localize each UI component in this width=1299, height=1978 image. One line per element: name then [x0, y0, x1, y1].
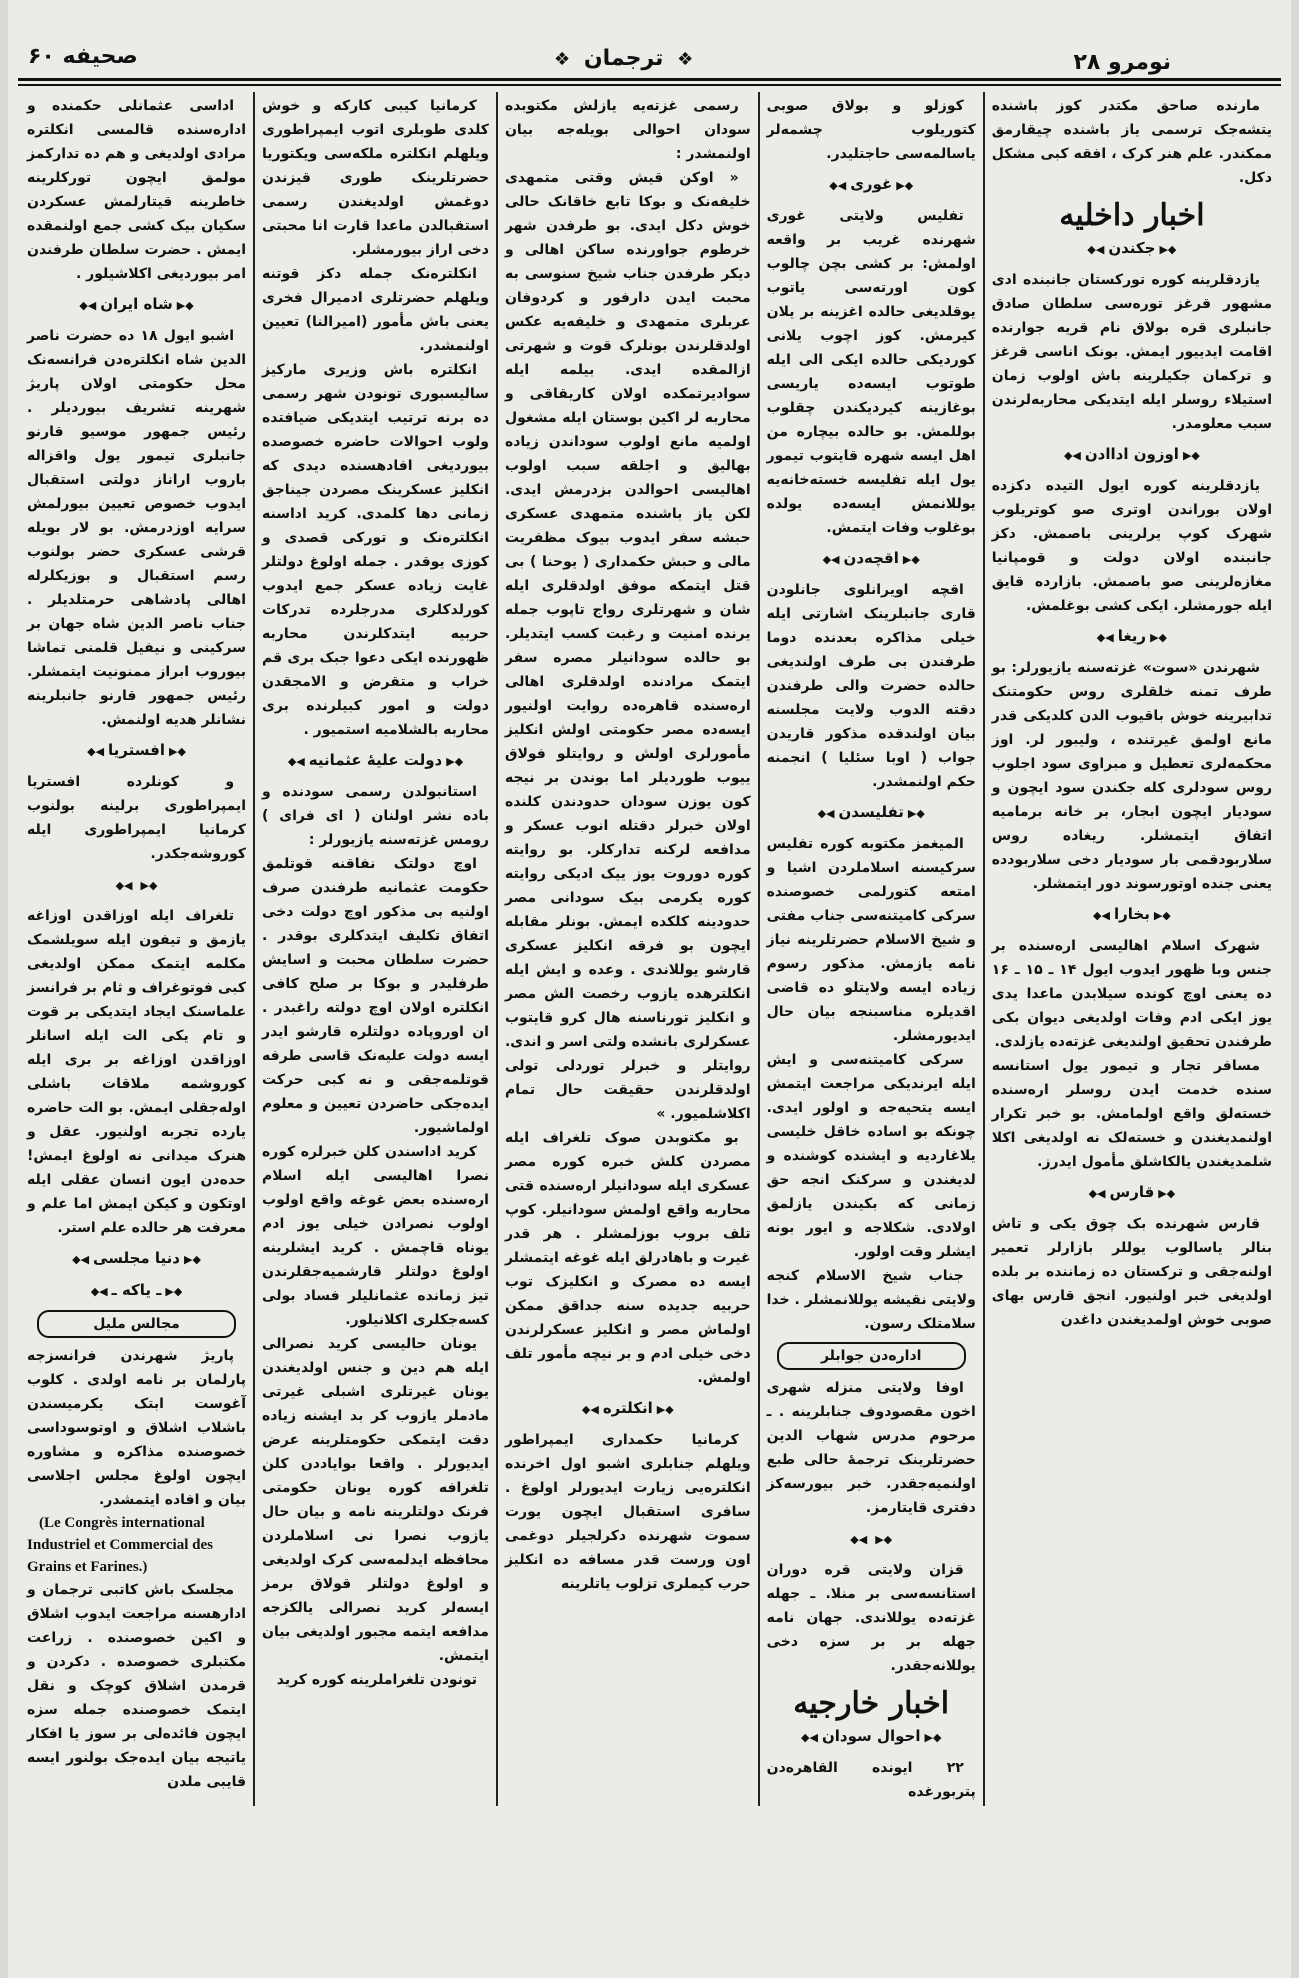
paragraph: کرید اداسندن کلن خبرلره کوره نصرا اهالیسی ایله اسلام اره‌سنده بعض غوغه واقع اولوب اولوب نصرادن خیلی یوز ادم یوناه قاچمش . کرید ایشلرینه اولوغ دولتلر قارشمیه‌جقلرندن تیز زمانده عثمانلیلر فساد بولی کسه‌جکلری اکلانیلور.: [262, 1144, 489, 1328]
paragraph: یازدقلرینه کوره ایول التیده دکزده اولان بوراندن اوتری صو کوتریلوب شهرک کوپ یرلرینی باصمش. دکز جانبنده اولان دولت و قومپانیا مغازه‌لرینی صو باصمش. بازارده قایق ایله جورمشلر. ایکی کشی بوغلمش.: [991, 478, 1272, 614]
ornament-icon: ◀◆: [287, 755, 305, 768]
ornament-icon: ◀◆: [79, 299, 97, 312]
section-heading: اخبار خارجیه: [793, 1686, 950, 1721]
paragraph: اداسی عثمانلی حکمنده و اداره‌سنده قالمسی انکلتره مرادی اولدیغی و هم ده تدارکمز مولمق ایچون تورکلرینه خاطرینه قیتارلمش عسکردن سکیان بیک کشی جمع اولنمقده ایمش . حضرت سلطان طرفندن امر بیوردیغی اکلاشیلور .: [27, 98, 247, 282]
ornament-icon: ◆▶: [1158, 1187, 1176, 1200]
paragraph: تفلیس ولایتی غوری شهرنده غریب بر واقعه اولمش: بر کشی بچن چالوب کون اورته‌سی یاتوب یوقلدیغی حالده اغزینه بر یلان کیرمش. کوز اچوب یلانی کوردیکی حالده ایکی الی ایله طوتوب ایسه‌ده یاریسی بوغازینه کیردیکندن چقلوب بوللمش. بو حالده بیچاره من اهل ایسه شهره قایتوب تیمور یول ایله تفلیسه خسته‌خانه‌یه یوللانمش ایسه‌ده یولده بوغلوب وفات ایتمش.: [766, 208, 976, 536]
heading-text: ریغا: [1117, 627, 1147, 645]
ornament-icon: ◀◆: [90, 1285, 108, 1298]
paragraph: کرمانیا کیبی کارکه و خوش کلدی طوبلری اتوب ایمپراطوری ویلهلم انکلتره ملکه‌سی ویکتوریا حضرتلرینک طوری قیزندن دوغمش اولدیغندن رسمی استقبالدن ماعدا قارت انا محبتی دخی اراز بیورمشلر.: [262, 98, 489, 258]
paragraph: قزان ولایتی قره دوران استانسه‌سی بر منلا. ـ جهله غزته‌ده یوللاندی. جهان نامه جهله بر بر سزه دخی یوللانه‌جقدر.: [766, 1562, 976, 1674]
paragraph: و کونلرده افستریا ایمپراطوری برلینه بولنوب کرمانیا ایمپراطوری ایله کوروشه‌جکدر.: [27, 774, 247, 862]
paragraph: قارس شهرنده بک چوق یکی و تاش بنالر یاسالوب یوللر بازارلر تعمیر اولنه‌جقی و ترکستان ده‌ زماننده بر بلده اولدیغی خبر اولنیور. انجق قارس بهای صوبی خوش اولمدیغندن داغدن: [991, 1216, 1272, 1328]
paragraph: انکلتره باش وزیری مارکیز سالیسبوری تونودن شهر رسمی ده برنه ترتیب ایتدیکی ضیافتده ولوب احوالات حاضره خصوصده بیوردیغی افادهسنده دیدی که انکلیز عسکرینک مصردن جیناجق زمانی دها کلمدی. کرید اداسنه انکلتره‌نک و تورکی قصدی و کوزی یوقدر . جمله اولوغ دولتلر غایت زیاده عسکر جمع ایدوب کورلدکلری مدرجلرده تدرکات حربیه ایتدکلرندن محاربه ظهورنده ایکی دعوا جبک بری قم خراب و متقرض و الامجقدن دولت و امور کبیلرنده بری محاربه بالشلامیه استمیور .: [262, 362, 489, 738]
column-2: [758, 92, 983, 1806]
ornament-icon: ◆▶: [902, 553, 920, 566]
heading-text: ـ یاکه ـ: [111, 1281, 162, 1299]
article-heading: [767, 172, 976, 198]
paragraph: اوفا ولایتی منزله شهری اخون مقصودوف جنابلرینه . ـ مرحوم مدرس شهاب الدین حضرتلرینک ترجمهٔ حالی طبع اولنمیه‌جقدر. خبر بیورسه‌کز دفتری قایتارمز.: [766, 1380, 976, 1516]
heading-text: بخارا: [1113, 905, 1150, 923]
ornament-icon: ◀◆: [850, 1533, 868, 1546]
ornament-icon: ◆▶: [1150, 631, 1167, 644]
heading-text: اوزون اداادن: [1084, 445, 1179, 463]
article-heading: [27, 872, 246, 898]
ornament-icon: ◀◆: [115, 879, 133, 892]
paragraph: انکلتره‌نک جمله دکز قوتنه ویلهلم حضرتلری ادمیرال فخری یعنی باش مأمور (امیرالنا) تعیین اولنمشدر.: [262, 266, 489, 354]
heading-text: تفلیسدن: [838, 803, 904, 821]
ornament-icon: ◆▶: [446, 755, 464, 768]
article-heading: [27, 738, 246, 764]
latin-text: (Le Congrès international Industriel et Commercial des Grains et Farines.): [27, 1515, 213, 1575]
paragraph: ۲۲ ایونده القاهره‌دن پتربورغده: [766, 1760, 976, 1800]
ornament-icon: ◀◆: [801, 1731, 818, 1744]
column-1: [983, 92, 1279, 1806]
heading-text: جکندن: [1108, 239, 1156, 257]
article-heading: [505, 1396, 751, 1422]
paragraph: رسمی غزته‌یه یازلش مکتوبده سودان احوالی بویله‌جه بیان اولنمشدر :: [504, 98, 751, 162]
paragraph: اشبو ایول ۱۸ ده حضرت ناصر الدین شاه انکلتره‌دن فرانسه‌نک محل حکومتی اولان پاریژ شهرینه تشریف بیوردیلر . رئیس جمهور موسیو قارنو جانبلری تیمور یول واقزاله باروب اراناز دولتی استقبال ایدوب خصوص تعیین بیورلمش سرایه اوزدرمش. بو لار بویله قرشی عسکری حضر بولنوب رسم استقبال و بوزیکلرله اهالی پادشاهی حرمتلدیلر . جناب ناصر الدین شاه جهان بر سرکینی و نیفیل قلمنی تماشا بیوروب ابراز ممنونیت ایتمشلر. رئیس جمهور قارنو جانبلرینه نشانلر هدیه اولنمش.: [27, 328, 247, 728]
paragraph: مجلسک باش کاتبی ترجمان و ادارهسنه مراجعت ایدوب اشلاق و اکین خصوصنده . زراعت مکتبلری خصوصده . دکردن و قرمدن اشلاق کوچک و نقل ایتمک خصوصنده جمله سزه ایچون فائده‌لی بر سوز یا افکار یاتیجه بیان ایده‌جک بولنور ایسه قایبی ملدن: [27, 1582, 247, 1790]
header-rule: [18, 78, 1281, 81]
section-heading: اخبار داخلیه: [1059, 198, 1205, 233]
column-4: [253, 92, 496, 1806]
paragraph: سرکی کامیتنه‌سی و ایش ایله ایرندیکی مراجعت ایتمش ایسه یتحیه‌جه و اولور ایدی. چونکه بو اساده خاقل خلیسی یلاغاردیه و ایشنده کوشنده و لدیغندن و سرکنک انجه حق زمانی که بکیندن یازلمق اولادی. شکلاجه و ایور بونه ایشلر وقت اولور.: [766, 1052, 976, 1260]
ornament-icon: ◀◆: [1087, 243, 1105, 256]
ornament-icon: ◆▶: [176, 299, 194, 312]
paragraph: مارنده صاحق مکتدر کوز باشنده یتشه‌جک ترسمی یاز باشنده چیقارمق ممکندر. علم هنر کرک ، افقه کبی مشکل دکل.: [991, 98, 1272, 186]
ornament-icon: ❖: [554, 49, 571, 70]
boxed-heading: اداره‌دن جوابلر: [777, 1342, 966, 1370]
ornament-icon: ◆▶: [875, 1533, 893, 1546]
ornament-icon: ◆▶: [907, 807, 925, 820]
article-heading: [992, 1180, 1272, 1206]
heading-text: اقچه‌دن: [843, 549, 899, 567]
ornament-icon: ◀◆: [1096, 631, 1114, 644]
ornament-icon: ◆▶: [184, 1253, 201, 1266]
ornament-icon: ◆▶: [1159, 243, 1177, 256]
newspaper-title: ترجمان: [583, 46, 664, 71]
ornament-icon: ◀◆: [87, 745, 105, 758]
ornament-icon: ◆▶: [1182, 449, 1200, 462]
issue-number: نومرو ۲۸: [1073, 50, 1171, 75]
page-number: صحیفه ۶۰: [28, 44, 138, 69]
ornament-icon: ◆▶: [896, 179, 914, 192]
heading-text: افستریا: [108, 741, 165, 759]
paragraph: اقچه اویرانلوی جانلودن قاری جانبلرینک اشارتی ایله خیلی مذاکره بعدنده دوما طرفندن بی طرف اولندیغی حالده حضرت والی طرفندن دقته الدوب ولایت مجلسنه بیان اولندقده مذکور قاریدن جواب ( اوبا سئلیا ) انجمنه حکم اولنمشدر.: [766, 582, 976, 790]
column-3: [496, 92, 758, 1806]
ornament-icon: ◆▶: [1153, 909, 1171, 922]
article-heading: [27, 1278, 246, 1304]
paragraph: پاریژ شهرندن فرانسزجه پارلمان بر نامه اولدی . کلوب آغوست ابتک یکرمیسندن باشلاب اشلاق و اوتوسوداسی خصوصنده مذاکره و مشاوره ایچون اولوغ مجلس اجلاسی بیان و افاده ایتمشدر.: [27, 1348, 247, 1508]
ornament-icon: ❖: [677, 49, 694, 70]
article-heading: [992, 902, 1272, 928]
heading-text: دنیا مجلسی: [93, 1249, 180, 1267]
ornament-icon: ◀◆: [72, 1253, 90, 1266]
paragraph: تلغراف ایله اوزاقدن اوزاغه یازمق و تیفون ایله سویلشمک مکلمه ایتمک ممکن اولدیغی کبی فوتوغراف و ثام بر فرانسز علماسنک ایجاد ایتدیکی بر قوت و تام یکی الت ایله اسانلر اوزاقدن اوزاغه بر بری ایله کوروشمه ملاقات باشلی اوله‌جقلی ایمش. بو الت حاضره یارده تجربه اولنیور. عقل و هنرک میدانی نه اولوغ ایمش! حده‌دن ایون انسان عقلی ایله اوتکون و کیکن ایمش اما علم و معرفت هر حالده علم استر.: [27, 908, 247, 1236]
masthead: [548, 46, 699, 71]
heading-text: دولت علیهٔ عثمانیه: [308, 751, 443, 769]
article-heading: [767, 546, 976, 572]
paragraph: شهرندن «سوت» غزته‌سنه یازیورلر: بو طرف تمنه خلقلری روس حکومتنک تدابیرینه خوش باقیوب الدن کلدیکی قدر مانع اولمق غیرتنده ، ولیبور لر. اوز محکمه‌لری تعطیل و مبراوی سود اجلوب روس سودلری کله جکندن سود ایچون و سودیار ایچون ابجار، بر خانه برمامیه اتفاق ایتمشلر. ریغاده روس سلاربودقمی بار سودیار دخی سلاربودده یعنی جنده اوتورسوند دور ایتمشلر.: [991, 660, 1272, 892]
article-heading: [992, 442, 1272, 468]
article-heading: [767, 1526, 976, 1552]
ornament-icon: ◀◆: [829, 179, 847, 192]
paragraph: کرمانیا حکمداری ایمپراطور ویلهلم جنابلری اشبو اول اخرنده انکلتره‌یی زیارت ایدیورلر اولوغ . سافری استقبال ایچون یورت سموت شهرنده دکرلجیلر دوغمی اون ورست قدر مسافه ده انکلیز حرب کیملری تزلوب یاتلرینه: [504, 1432, 751, 1592]
paragraph: جناب شیخ الاسلام کنجه ولایتی نقیشه یوللانمشلر . خدا سلامتلک رسون.: [766, 1268, 976, 1332]
paragraph: شهرک اسلام اهالیسی اره‌سنده بر جنس وبا ظهور ایدوب ایول ۱۴ ـ ۱۵ ـ ۱۶ ده یعنی اوچ کونده سیلابدن ماعدا یدی یوز ایکی ادم وفات اولدیغی دیوان بکی طرفندن تحقیق اولندیغی غزته‌ده یازلدی.: [991, 938, 1272, 1050]
paragraph: یونان حالیسی کرید نصرالی ایله هم دین و جنس اولدیغندن یونان غیرتلری اشبلی غیرتی مادملر یازوب کر بد ایشنه زیاده دقت ایتمکی حکومتلرینه عرض ایدیورلر . واقعا بوایاددن کلن تلغرافه کوره یونان حکومتی فرنک دولتلرینه نامه و بیان حال یازوب نصرا نی اسلاملردن محافظه ایدلمه‌سی کرک اولدیغی و اولوغ دولتلر قولاق برمز ایسه‌لر کرید نصرالی یالکزجه مدافعه ایتمه مجبور اولدیغی بیان ایتمش.: [262, 1336, 489, 1664]
paragraph: یازدقلرینه کوره تورکستان جانبنده ادی مشهور قرغز توره‌سی سلطان صادق جانبلری قره بولاق نام قریه جوارنده اقامت ایدییور ایمش. بونک اناسی قرغز و ترکمان جکیلرینه باش اولوب زمان استیلاء روسلر ایله ایتدیکی محاربه‌لرندن سبب معلومدر.: [991, 272, 1272, 432]
ornament-icon: ◀◆: [581, 1403, 599, 1416]
ornament-icon: ◆▶: [168, 745, 186, 758]
ornament-icon: ◆▶: [165, 1285, 183, 1298]
paragraph: اوچ دولتک نفاقنه قوتلمق حکومت عثمانیه طرفندن صرف اولنیه بی مذکور اوچ دولت دخی اتفاق تکلیف ایتدکلری بوقدر . حضرت سلطان محبت و اسایش طرفلیدر و بوکا بر صلح کافی انکلتره اولان اوچ دولته راغبدر . ان اوروپاده دولتلره قارشو ایدر ایسه دولت علیه‌نک قاسی طرفه قوتلمه‌جقی و نه کبی حرکت ایده‌جکی حاضردن تعیین و معلوم اولماشیور.: [262, 856, 489, 1136]
columns: [20, 92, 1279, 1806]
heading-text: احوال سودان: [821, 1727, 921, 1745]
paragraph: استانبولدن رسمی سودنده و باده نشر اولنان ( ای فرای ) رومس غزته‌سنه یازیورلر :: [262, 784, 489, 848]
article-heading: [27, 1246, 246, 1272]
paragraph: « اوکن قیش وقتی متمهدی خلیفه‌نک و بوکا تابع خاقانک حالی خوش دکل ایدی. بو طرفدن شهر خرطوم جواورنده ساکن اهالی و دیکر طرفدن جناب شیخ سنوسی به محبت ایدن دارفور و کردوفان عربلری متمهدی و خلیفه‌یه عکس اولدقلرندن بونلرک قوت و شهرتی ازالمقده ایدی. بیلمه ایله سوادیرتمکده اولان کاریقاقی و محاربه لر اکین بوستان ایله مشغول اولمیه مانع اولوب سوداندن زیاده بهالیق و اجلقه سبب اولوب اهالیسی احوالدن بزدرمش ایدی. لکن یاز باشنده متمهدی عسکری حبشه سفر ایدوب بیوک مظفریت مالی و حبش حکمداری ( یوحنا ) بی قتل ایتمکه موفق اولدقلری ایله شان و شهرتلری رواج تاپوب جمله یرنده امنیت و رغبت کسب ایتدیلر. بو حالده سودانیلر مصره سفر ایتمک مرادنده اولدقلری اهالی اره‌سنده قاهره‌ده روایت اولنیور ایسه‌ده مصر حکومتی اولش انکلیز مأمورلری اولش و روایتلو فولاق ییوب طوردیلر اما بوندن بر نیجه کون یوزن سودان حدودندن کلنده اولان خبرلر دقتله انوب عسکر و مدافعه لرکنه تدارکلر. بو روایته کوره دوروت یوز ییک ادیکی روایته کوره یکرمی بیک سودانی مصر حدودینه کلکده ایمش. بونلر مقابله ایچون بو فرقه انکلیز عسکری قارشو یوللاندی . وعده و ایش ایله انکلترهده یازوب رخصت الش مصر و انکلیز تورناسنه هال کرو قایتوب عسکرلری بانشده ولتی اسر و اندی. روایتلر و خبرلر توردلی تولی اولدقلرندن حقیقت حال تمام اکلاشلمیور. »: [504, 170, 751, 1122]
newspaper-page: [8, 0, 1291, 1978]
header-rule: [18, 84, 1281, 86]
article-heading: [767, 1724, 976, 1750]
ornament-icon: ◀◆: [1093, 909, 1110, 922]
heading-text: غوری: [850, 175, 893, 193]
paragraph: بو مکتوبدن صوک تلغراف ایله مصردن کلش خبره کوره مصر عسکری ایله سودانیلر اره‌سنده قتی محاربه واقع اولمش سودانیلر. کوپ تلف بروب بوزلمشلر . هر قدر غیرت و باهادرلق ایله غوغه ایتمشلر ایسه ده مصرک و انکلیزک توب حربیه جدیده سنه جداقق ممکن اولماش مصر و انکلیز عسکرلرندن دخی خیلی ادم و بر نیچه مأمور تلف اولمش.: [504, 1130, 751, 1386]
boxed-heading: مجالس مليل: [37, 1310, 236, 1338]
ornament-icon: ◆▶: [656, 1403, 674, 1416]
ornament-icon: ◀◆: [1088, 1187, 1106, 1200]
heading-text: انکلتره: [602, 1399, 653, 1417]
article-heading: [767, 800, 976, 826]
article-heading: [992, 624, 1272, 650]
paragraph: تونودن تلغراملرینه کوره کرید: [276, 1672, 477, 1688]
paragraph: المیغمز مکتوبه کوره تفلیس سرکیسنه اسلاملردن اشیا و امتعه کتورلمی خصوصنده سرکی کامیتنه‌سی جناب مفتی و شیخ الاسلام حضرتلرینه نیاز نامه یازمش. مذکور رسوم زیاده ایسه ولایتلو ده قاضی اقدیلره مناسبنجه بیان حال ایدیورمشلر.: [766, 836, 976, 1044]
article-heading: [27, 292, 246, 318]
paragraph: کوزلو و بولاق صوبی کتوریلوب چشمه‌لر یاسالمه‌سی حاجتلیدر.: [766, 98, 976, 162]
ornament-icon: ◀◆: [1063, 449, 1081, 462]
ornament-icon: ◆▶: [924, 1731, 942, 1744]
heading-text: قارس: [1109, 1183, 1155, 1201]
ornament-icon: ◆▶: [140, 879, 158, 892]
paragraph: مسافر تجار و تیمور یول استانسه سنده خدمت ایدن روسلر اره‌سنده خسته‌لق واقع اولمامش. بو خبر تکرار اولنمدیغندن و خسته‌لک نه اولدیغی اکلا شلمدیغندن یالکاشلق مأمول ایدرز.: [991, 1058, 1272, 1170]
column-5: [20, 92, 253, 1806]
ornament-icon: ◀◆: [822, 553, 840, 566]
article-heading: [992, 236, 1272, 262]
ornament-icon: ◀◆: [817, 807, 835, 820]
heading-text: شاه ایران: [100, 295, 173, 313]
article-heading: [262, 748, 489, 774]
